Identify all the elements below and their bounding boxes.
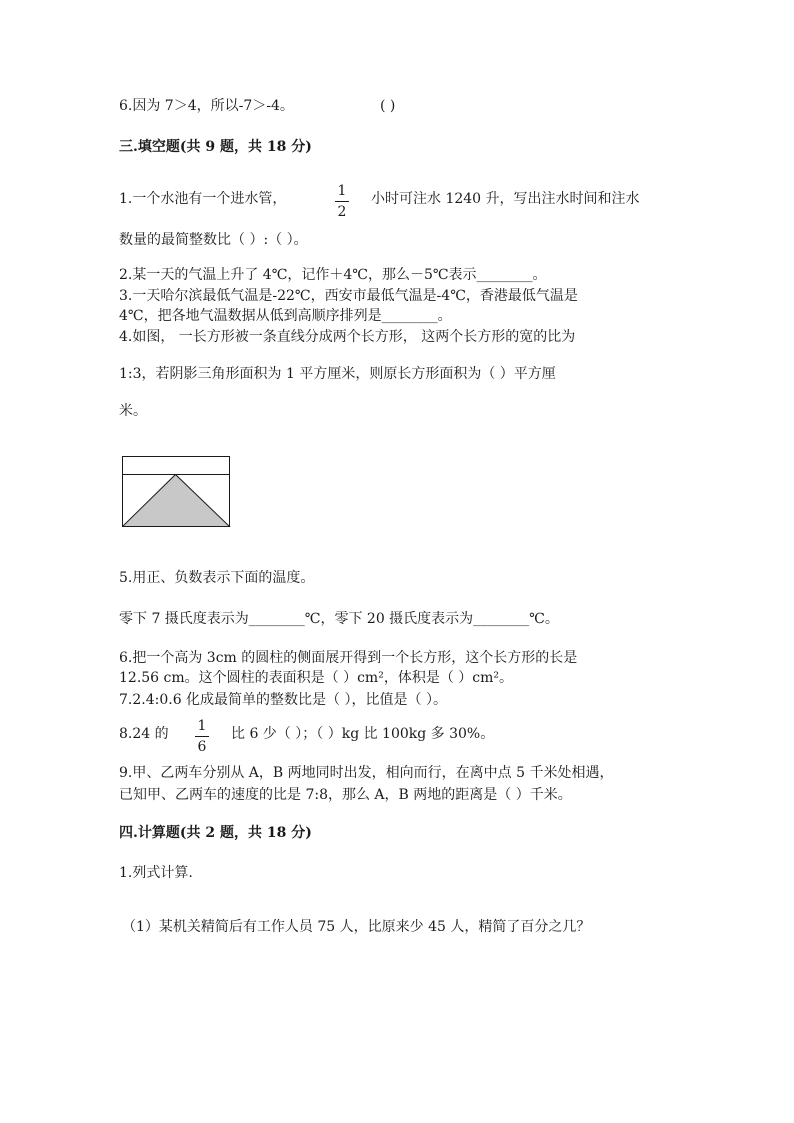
- fraction-bar: [335, 201, 349, 202]
- fraction-one-half: [335, 182, 349, 221]
- fill-q4-line2: 1:3，若阴影三角形面积为 1 平方厘米，则原长方形面积为（ ）平方厘: [119, 366, 556, 382]
- fill-q5-line1: 5.用正、负数表示下面的温度。: [119, 570, 315, 586]
- fill-q6-line1: 6.把一个高为 3cm 的圆柱的侧面展开得到一个长方形，这个长方形的长是: [119, 650, 578, 666]
- rectangle-triangle-figure: [122, 456, 231, 529]
- calc-q1: 1.列式计算.: [119, 865, 193, 881]
- fill-q1-line1: [119, 189, 286, 209]
- fill-q4-line3: 米。: [119, 403, 147, 419]
- fill-q3-line1: 3.一天哈尔滨最低气温是-22℃，西安市最低气温是-4℃，香港最低气温是: [119, 288, 578, 304]
- fraction-denominator: 2: [337, 204, 347, 220]
- fill-q3-line2: 4℃，把各地气温数据从低到高顺序排列是________。: [119, 308, 452, 324]
- fill-q5-line2: 零下 7 摄氏度表示为________℃，零下 20 摄氏度表示为________℃。: [119, 611, 559, 627]
- fill-q1-post: 小时可注水 1240 升，写出注水时间和注水: [371, 191, 640, 207]
- section-3-title: 三.填空题(共 9 题，共 18 分): [119, 139, 312, 155]
- question-6-judgement: [119, 96, 396, 116]
- fill-q1-line2: 数量的最简整数比（ ）:（ ）。: [119, 232, 308, 248]
- fill-q8-pre: 8.24 的: [119, 726, 169, 742]
- section-4-title: 四.计算题(共 2 题，共 18 分): [119, 825, 312, 841]
- fraction-one-sixth: [195, 717, 209, 756]
- fill-q6-line2: 12.56 cm。这个圆柱的表面积是（ ）cm²，体积是（ ）cm²。: [119, 670, 514, 686]
- fraction-numerator: 1: [197, 718, 207, 734]
- fill-q8-post: 比 6 少（ ）；（ ）kg 比 100kg 多 30%。: [231, 726, 495, 742]
- question-text: 6.因为 7＞4，所以-7＞-4。: [119, 98, 294, 114]
- answer-parentheses: ( ): [380, 98, 396, 114]
- fill-q2: 2.某一天的气温上升了 4℃，记作＋4℃，那么－5℃表示________。: [119, 267, 547, 283]
- fraction-numerator: 1: [337, 183, 347, 199]
- calc-q1-sub1: （1）某机关精简后有工作人员 75 人，比原来少 45 人，精简了百分之几？: [122, 919, 591, 935]
- fill-q4-line1: 4.如图， 一长方形被一条直线分成两个长方形， 这两个长方形的宽的比为: [119, 329, 576, 345]
- fraction-bar: [195, 736, 209, 737]
- fraction-denominator: 6: [197, 739, 207, 755]
- fill-q9-line1: 9.甲、乙两车分别从 A，B 两地同时出发，相向而行，在离中点 5 千米处相遇，: [119, 765, 614, 781]
- fill-q9-line2: 已知甲、乙两车的速度的比是 7:8，那么 A，B 两地的距离是（ ）千米。: [119, 787, 572, 803]
- fill-q7: 7.2.4:0.6 化成最简单的整数比是（ ），比值是（ ）。: [119, 692, 447, 708]
- fill-q1-pre: 1.一个水池有一个进水管，: [119, 191, 287, 207]
